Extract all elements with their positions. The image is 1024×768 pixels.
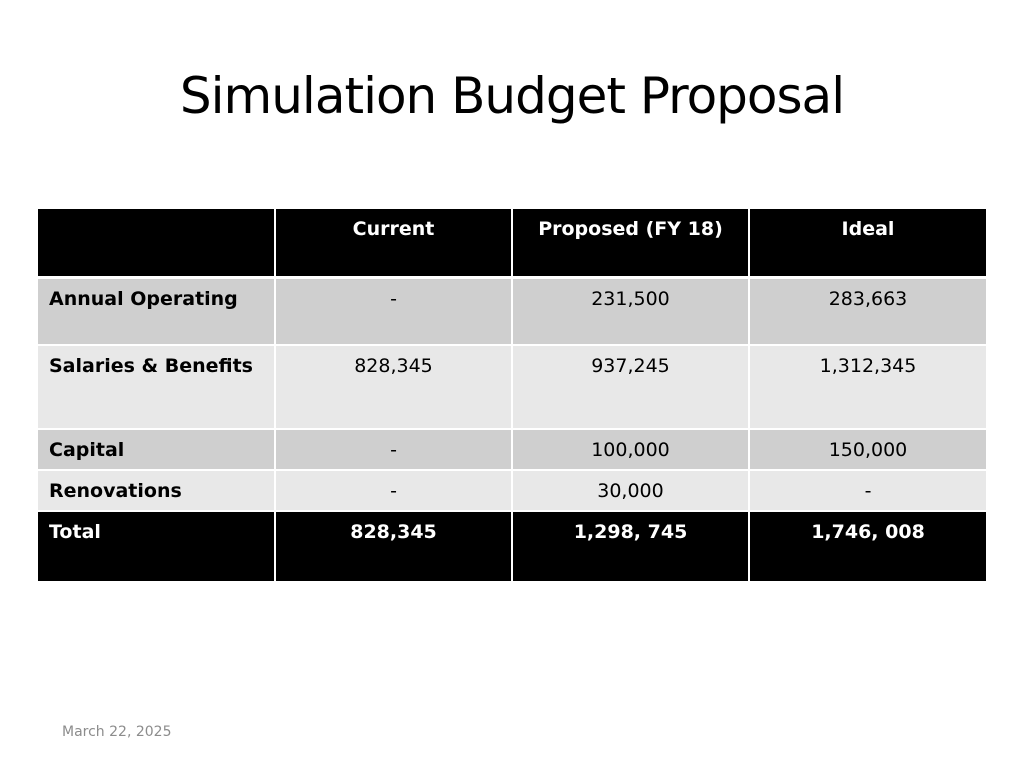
row-label: Capital — [38, 429, 275, 470]
cell-proposed: 100,000 — [512, 429, 749, 470]
slide-title: Simulation Budget Proposal — [179, 67, 845, 125]
budget-table — [38, 209, 986, 581]
table-row — [38, 429, 986, 470]
cell-current: 828,345 — [275, 345, 512, 429]
cell-current: - — [275, 429, 512, 470]
row-label: Salaries & Benefits — [38, 345, 275, 429]
table-row — [38, 470, 986, 511]
total-ideal: 1,746, 008 — [749, 511, 986, 581]
header-current: Current — [275, 209, 512, 277]
total-row — [38, 511, 986, 581]
cell-ideal: - — [749, 470, 986, 511]
cell-proposed: 30,000 — [512, 470, 749, 511]
table-row — [38, 277, 986, 345]
table-header-row — [38, 209, 986, 277]
header-proposed: Proposed (FY 18) — [512, 209, 749, 277]
total-current: 828,345 — [275, 511, 512, 581]
cell-current: - — [275, 277, 512, 345]
footer-date: March 22, 2025 — [62, 724, 172, 740]
table-row — [38, 345, 986, 429]
cell-ideal: 283,663 — [749, 277, 986, 345]
total-proposed: 1,298, 745 — [512, 511, 749, 581]
cell-current: - — [275, 470, 512, 511]
cell-proposed: 937,245 — [512, 345, 749, 429]
row-label: Renovations — [38, 470, 275, 511]
total-label: Total — [38, 511, 275, 581]
row-label: Annual Operating — [38, 277, 275, 345]
header-ideal: Ideal — [749, 209, 986, 277]
cell-ideal: 150,000 — [749, 429, 986, 470]
cell-proposed: 231,500 — [512, 277, 749, 345]
header-empty-cell — [38, 209, 275, 277]
cell-ideal: 1,312,345 — [749, 345, 986, 429]
